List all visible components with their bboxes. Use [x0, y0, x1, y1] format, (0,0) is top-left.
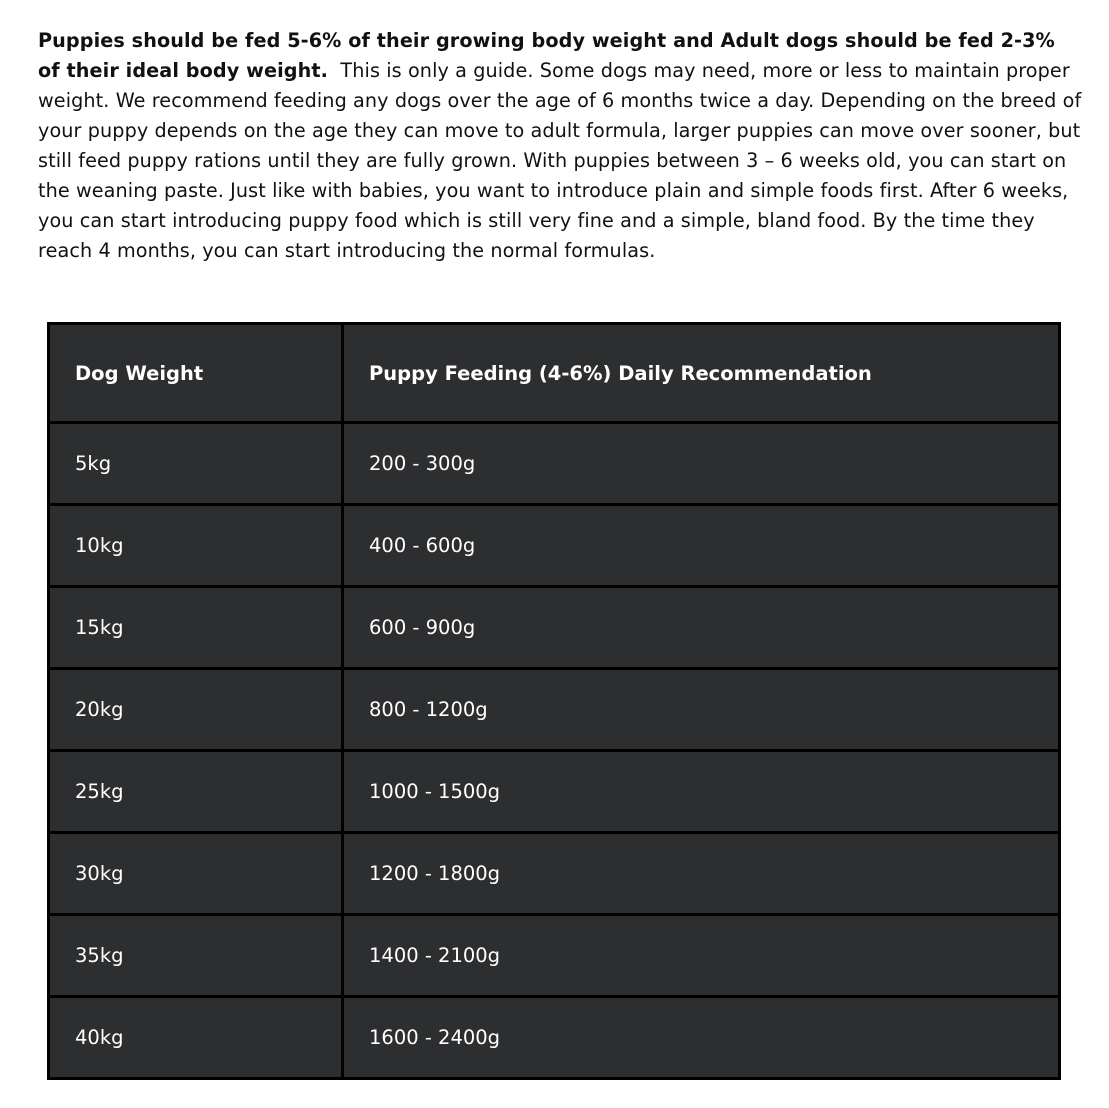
cell-feeding: 200 - 300g	[343, 423, 1060, 505]
cell-feeding: 1600 - 2400g	[343, 997, 1060, 1079]
feeding-table-container	[47, 322, 1061, 1080]
cell-weight: 40kg	[49, 997, 343, 1079]
table-row	[49, 997, 1060, 1079]
intro-bold-text: Puppies should be fed 5-6% of their growing body weight and Adult dogs should be fed 2-3% of their ideal body weight.	[38, 29, 1055, 82]
cell-feeding: 1000 - 1500g	[343, 751, 1060, 833]
table-row	[49, 669, 1060, 751]
table-header-row	[49, 324, 1060, 423]
cell-weight: 20kg	[49, 669, 343, 751]
table-row	[49, 833, 1060, 915]
intro-body-text: This is only a guide. Some dogs may need, more or less to maintain proper weight. We recommend feeding any dogs over the age of 6 months twice a day. Depending on the breed of your puppy depends on the age they can move to adult formula, larger puppies can move over sooner, but still feed puppy rations until they are fully grown. With puppies between 3 – 6 weeks old, you can start on the weaning paste. Just like with babies, you want to introduce plain and simple foods first. After 6 weeks, you can start introducing puppy food which is still very fine and a simple, bland food. By the time they reach 4 months, you can start introducing the normal formulas.	[38, 59, 1088, 262]
intro-paragraph	[38, 26, 1088, 266]
cell-weight: 10kg	[49, 505, 343, 587]
cell-weight: 35kg	[49, 915, 343, 997]
cell-feeding: 1200 - 1800g	[343, 833, 1060, 915]
cell-weight: 25kg	[49, 751, 343, 833]
cell-weight: 15kg	[49, 587, 343, 669]
cell-feeding: 600 - 900g	[343, 587, 1060, 669]
table-row	[49, 915, 1060, 997]
cell-feeding: 1400 - 2100g	[343, 915, 1060, 997]
cell-feeding: 800 - 1200g	[343, 669, 1060, 751]
header-dog-weight: Dog Weight	[49, 324, 343, 423]
cell-weight: 30kg	[49, 833, 343, 915]
header-puppy-feeding: Puppy Feeding (4-6%) Daily Recommendation	[343, 324, 1060, 423]
table-row	[49, 505, 1060, 587]
table-row	[49, 587, 1060, 669]
table-row	[49, 423, 1060, 505]
cell-feeding: 400 - 600g	[343, 505, 1060, 587]
feeding-table	[47, 322, 1061, 1080]
cell-weight: 5kg	[49, 423, 343, 505]
table-row	[49, 751, 1060, 833]
